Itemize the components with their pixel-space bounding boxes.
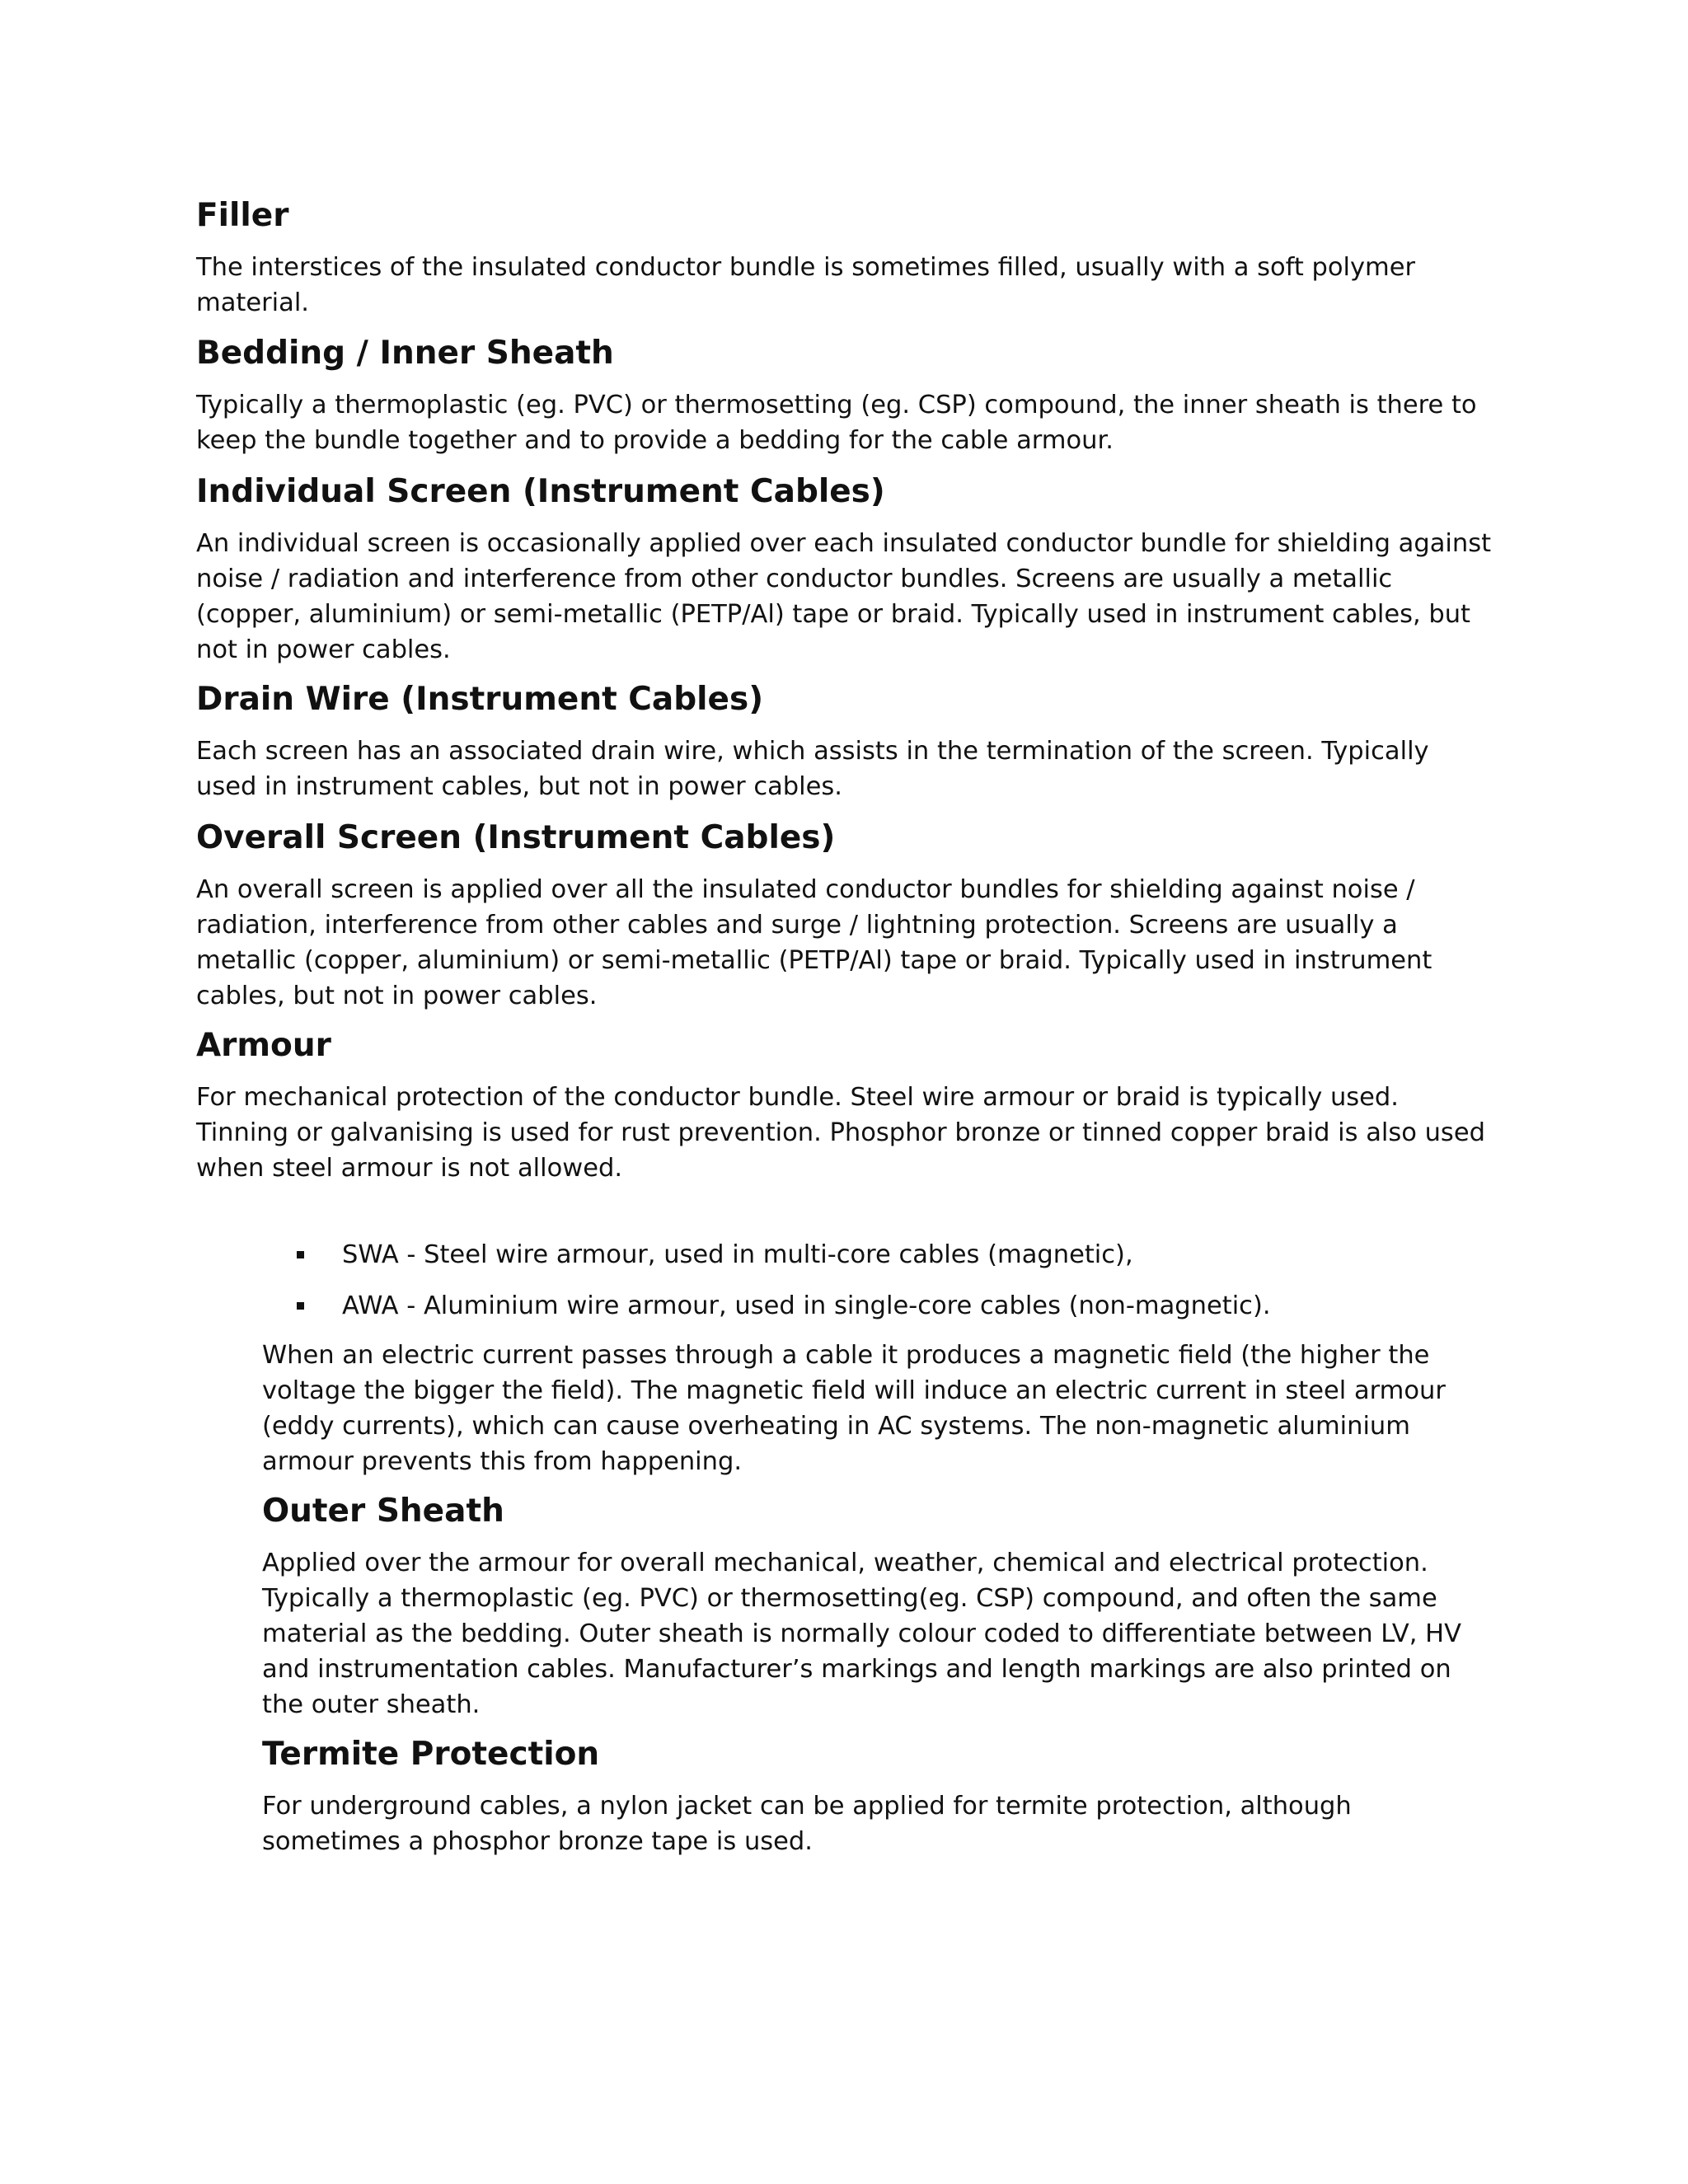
heading-outer-sheath: Outer Sheath	[262, 1493, 504, 1530]
text-line: and instrumentation cables. Manufacturer’s markings and length markings are also printed on	[262, 1655, 1451, 1684]
text-line: metallic (copper, aluminium) or semi-metallic (PETP/Al) tape or braid. Typically used in instrument	[196, 946, 1432, 975]
text-line: (copper, aluminium) or semi-metallic (PETP/Al) tape or braid. Typically used in instrument cables, but	[196, 600, 1471, 629]
heading-individual-screen: Individual Screen (Instrument Cables)	[196, 473, 885, 510]
text-line: When an electric current passes through a cable it produces a magnetic field (the higher the	[262, 1341, 1430, 1370]
heading-armour: Armour	[196, 1027, 331, 1064]
paragraph-termite-protection	[262, 1788, 1352, 1859]
paragraph-individual-screen	[196, 526, 1491, 668]
text-line: voltage the bigger the field). The magnetic field will induce an electric current in steel armour	[262, 1376, 1446, 1405]
heading-overall-screen: Overall Screen (Instrument Cables)	[196, 819, 836, 856]
text-line: the outer sheath.	[262, 1690, 481, 1719]
paragraph-armour-note	[262, 1338, 1446, 1479]
bullet-text: AWA - Aluminium wire armour, used in single-core cables (non-magnetic).	[342, 1291, 1271, 1320]
heading-bedding: Bedding / Inner Sheath	[196, 335, 614, 372]
paragraph-filler	[196, 250, 1415, 321]
bullet-text: SWA - Steel wire armour, used in multi-core cables (magnetic),	[342, 1240, 1133, 1269]
paragraph-armour	[196, 1080, 1485, 1186]
text-line: Each screen has an associated drain wire, which assists in the termination of the screen. Typically	[196, 737, 1429, 766]
text-line: when steel armour is not allowed.	[196, 1154, 623, 1183]
text-line: cables, but not in power cables.	[196, 982, 598, 1010]
paragraph-overall-screen	[196, 872, 1432, 1014]
text-line: Typically a thermoplastic (eg. PVC) or thermosetting(eg. CSP) compound, and often the same	[262, 1584, 1437, 1613]
text-line: An individual screen is occasionally applied over each insulated conductor bundle for shielding against	[196, 529, 1492, 558]
text-line: radiation, interference from other cables and surge / lightning protection. Screens are usually a	[196, 911, 1398, 940]
text-line: material as the bedding. Outer sheath is normally colour coded to differentiate between LV, HV	[262, 1619, 1461, 1648]
heading-drain-wire: Drain Wire (Instrument Cables)	[196, 681, 764, 718]
text-line: The interstices of the insulated conductor bundle is sometimes filled, usually with a soft polymer	[196, 253, 1416, 282]
paragraph-bedding	[196, 387, 1477, 458]
paragraph-drain-wire	[196, 733, 1429, 804]
text-line: armour prevents this from happening.	[262, 1447, 743, 1476]
text-line: material.	[196, 288, 309, 317]
square-bullet-icon	[297, 1302, 304, 1310]
heading-termite-protection: Termite Protection	[262, 1736, 600, 1773]
text-line: not in power cables.	[196, 635, 451, 664]
square-bullet-icon	[297, 1251, 304, 1258]
text-line: keep the bundle together and to provide a bedding for the cable armour.	[196, 426, 1114, 455]
text-line: noise / radiation and interference from other conductor bundles. Screens are usually a metallic	[196, 565, 1393, 593]
text-line: For underground cables, a nylon jacket can be applied for termite protection, although	[262, 1792, 1352, 1821]
text-line: used in instrument cables, but not in power cables.	[196, 772, 842, 801]
paragraph-outer-sheath	[262, 1545, 1461, 1722]
text-line: Applied over the armour for overall mechanical, weather, chemical and electrical protection.	[262, 1549, 1428, 1577]
heading-filler: Filler	[196, 197, 289, 234]
text-line: (eddy currents), which can cause overheating in AC systems. The non-magnetic aluminium	[262, 1412, 1410, 1441]
text-line: sometimes a phosphor bronze tape is used.	[262, 1827, 813, 1856]
text-line: Tinning or galvanising is used for rust prevention. Phosphor bronze or tinned copper braid is also used	[196, 1118, 1485, 1147]
text-line: For mechanical protection of the conductor bundle. Steel wire armour or braid is typically used.	[196, 1083, 1399, 1112]
text-line: Typically a thermoplastic (eg. PVC) or thermosetting (eg. CSP) compound, the inner sheath is there to	[196, 391, 1477, 419]
text-line: An overall screen is applied over all the insulated conductor bundles for shielding against noise /	[196, 875, 1415, 904]
